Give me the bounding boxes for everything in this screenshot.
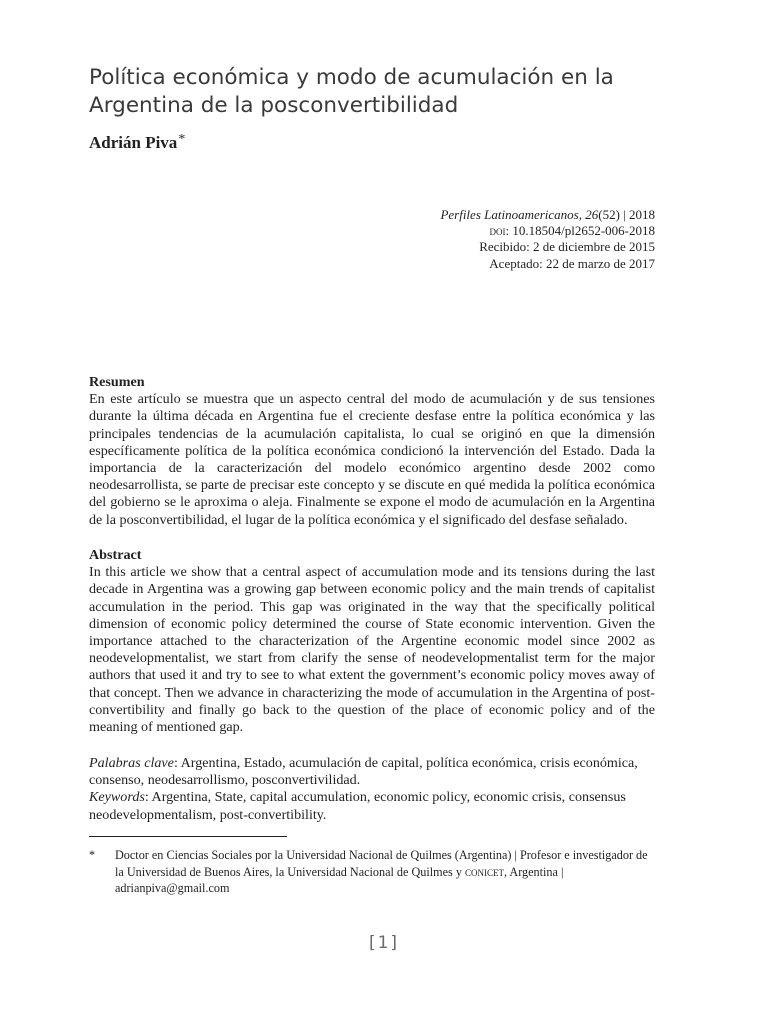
accepted-date: Aceptado: 22 de marzo de 2017 <box>489 255 655 271</box>
keywords-en-label: Keywords <box>89 789 145 806</box>
footnote-mark: * <box>89 848 96 862</box>
received-date: Recibido: 2 de diciembre de 2015 <box>479 239 655 255</box>
resumen-text: En este artículo se muestra que un aspecto central del modo de acumulación y de sus tensiones durante la última década en Argentina fue el creciente desfase entre la política económica y las principales tendencias de la acumulación capitalista, lo cual se originó en que la dimensión específicamente política de la política económica condicionó la intervención del Estado. Dada la importancia de la caracterización del modelo económico argentino desde 2002 como neodesarrollista, se parte de precisar este concepto y se discute en qué medida la política económica del gobierno se le aproxima o aleja. Finalmente se expone el modo de acumulación en la Argentina de la posconvertibilidad, el lugar de la política económica y el significado del desfase señalado. <box>89 391 655 528</box>
journal-name: Perfiles Latinoamericanos, 26 <box>440 207 599 222</box>
doi-label: doi <box>489 223 506 239</box>
abstract-heading: Abstract <box>89 547 142 563</box>
author-footnote-mark: * <box>178 132 186 147</box>
resumen-section <box>89 374 655 529</box>
journal-issue: (52) | 2018 <box>598 207 655 222</box>
footnote-conicet: conicet <box>464 864 504 879</box>
footnote-text-a: Doctor en Ciencias Sociales por la Universidad Nacional de Quilmes (Argentina) | Profesor e investigador de la Universidad de Buenos Aires, la Universidad Nacional de Quilmes y <box>115 848 648 879</box>
page-number: [1] <box>368 933 400 953</box>
keywords-en-text: : Argentina, State, capital accumulation, economic policy, economic crisis, consensus neodevelopmentalism, post-convertibility. <box>89 789 626 823</box>
keywords-en <box>89 789 655 823</box>
footnote-text <box>115 847 655 897</box>
footnote-divider <box>89 836 287 837</box>
abstract-section <box>89 547 655 736</box>
palabras-clave-label: Palabras clave <box>89 755 174 771</box>
doi-line <box>440 223 655 239</box>
author-name <box>89 133 185 153</box>
journal-citation <box>440 207 655 223</box>
publication-metadata <box>440 207 655 272</box>
palabras-clave-text: : Argentina, Estado, acumulación de capital, política económica, crisis económica, consenso, neodesarrollismo, posconvertivilidad. <box>89 755 638 789</box>
footnote-text-b: , Argentina | adrianpiva@gmail.com <box>115 864 564 895</box>
doi-value: : 10.18504/pl2652-006-2018 <box>505 223 655 239</box>
footnote <box>89 847 655 897</box>
resumen-heading: Resumen <box>89 374 145 390</box>
article-title: Política económica y modo de acumulación en la Argentina de la posconvertibilidad <box>89 65 614 118</box>
keywords-section <box>89 755 655 824</box>
palabras-clave <box>89 755 655 789</box>
abstract-text: In this article we show that a central aspect of accumulation mode and its tensions during the last decade in Argentina was a growing gap between economic policy and the main trends of capitalist accumulation in the period. This gap was originated in the way that the specifically political dimension of economic policy determined the course of State economic intervention. Given the importance attached to the characterization of the Argentine economic model since 2002 as neodevelopmentalist, we start from clarify the sense of neodevelopmentalist term for the major authors that used it and try to see to what extent the government’s economic policy moves away of that concept. Then we advance in characterizing the mode of accumulation in the Argentina of post-convertibility and finally go back to the question of the place of economic policy and of the meaning of mentioned gap. <box>89 564 655 736</box>
author-name-text: Adrián Piva <box>89 133 178 152</box>
